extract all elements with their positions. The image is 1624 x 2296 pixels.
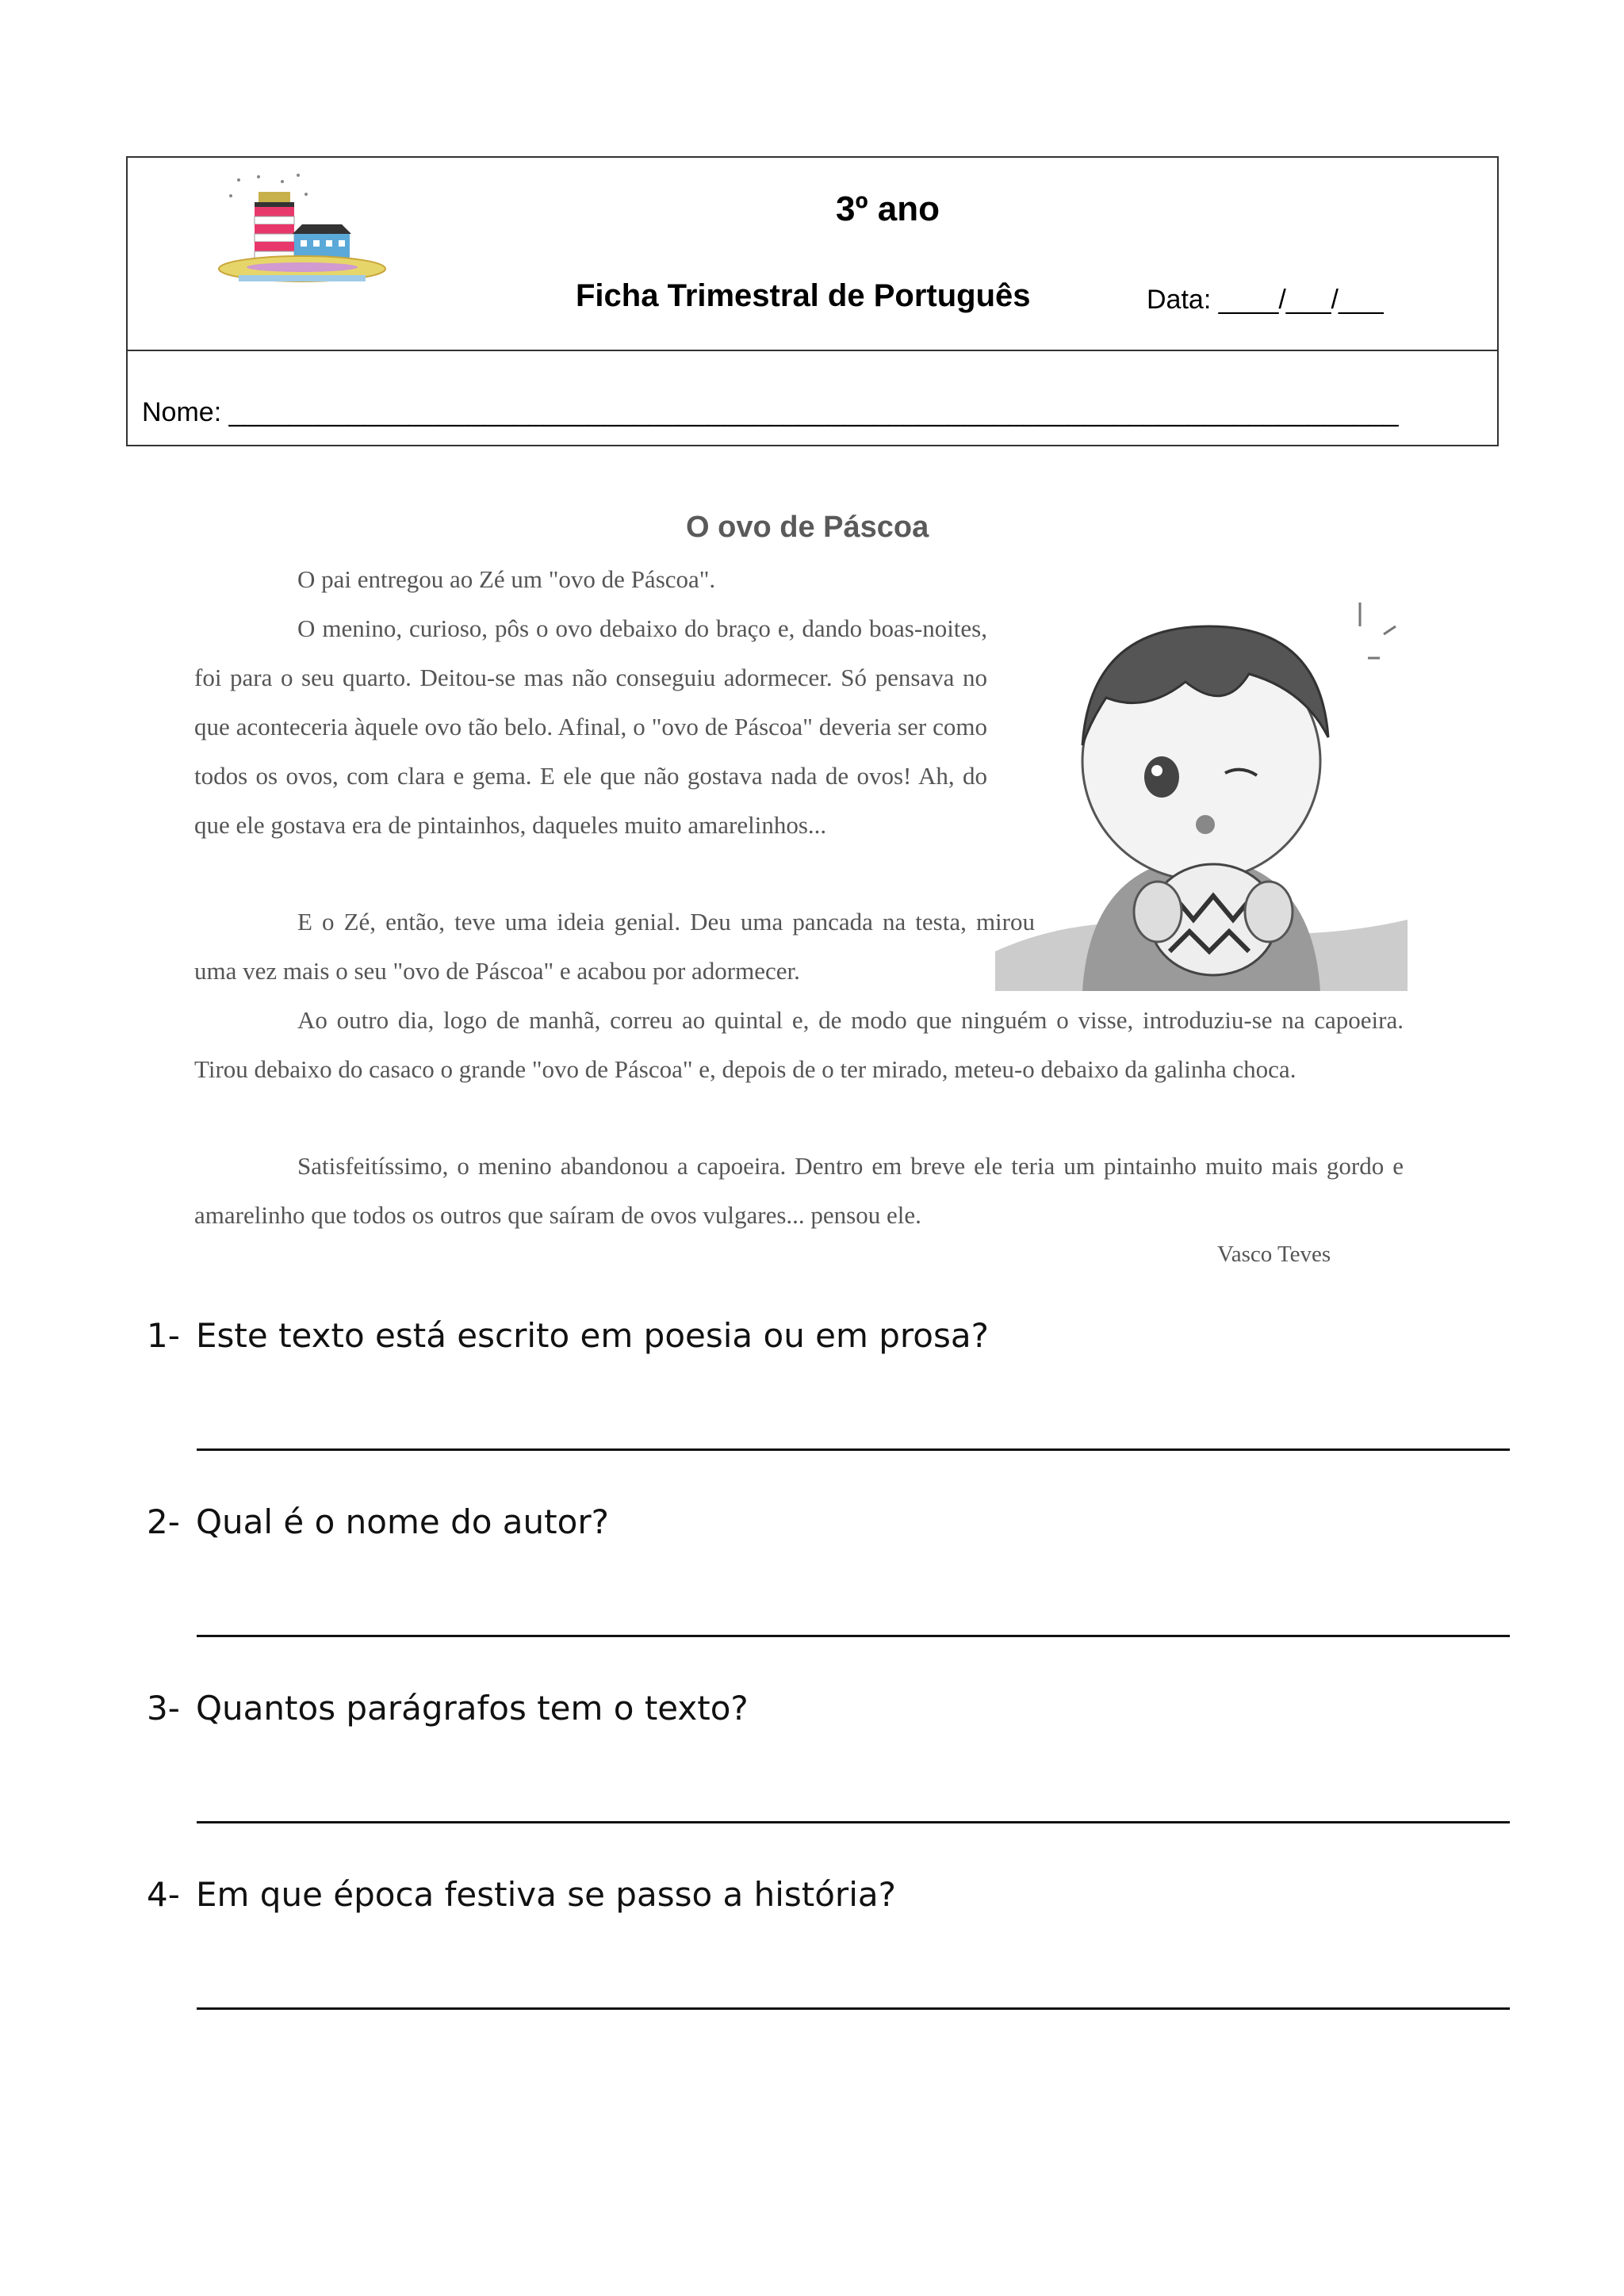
- question-number: 2-: [147, 1502, 180, 1541]
- answer-line-2[interactable]: [197, 1635, 1510, 1637]
- answer-line-1[interactable]: [197, 1448, 1510, 1451]
- story-title: O ovo de Páscoa: [686, 511, 929, 544]
- answer-line-3[interactable]: [197, 1821, 1510, 1823]
- story-paragraph-4: Ao outro dia, logo de manhã, correu ao quintal e, de modo que ninguém o visse, introduziu-se na capoeira. Tirou debaixo do casaco o grande "ovo de Páscoa" e, depois de o ter mirado, meteu-o debaixo da galinha choca.: [194, 1006, 1404, 1083]
- name-field: Nome: ______________________________________________________________________________: [142, 397, 1399, 427]
- story-paragraph-1: O pai entregou ao Zé um "ovo de Páscoa".: [297, 565, 716, 593]
- question-4: [147, 1875, 896, 1914]
- boy-holding-egg-illustration: [987, 579, 1415, 991]
- question-number: 1-: [147, 1316, 180, 1355]
- question-3: [147, 1689, 749, 1728]
- question-text: Qual é o nome do autor?: [196, 1502, 609, 1541]
- story-paragraph-2: O menino, curioso, pôs o ovo debaixo do braço e, dando boas-noites, foi para o seu quarto. Deitou-se mas não conseguiu adormecer. Só pensava no que aconteceria àquele ovo tão belo. Afinal, o "ovo de Páscoa" deveria ser como todos os ovos, com clara e gema. E ele que não gostava nada de ovos! Ah, do que ele gostava era de pintainhos, daqueles muito amarelinhos...: [194, 614, 987, 839]
- question-text: Este texto está escrito em poesia ou em prosa?: [196, 1316, 989, 1355]
- question-text: Em que época festiva se passo a história?: [196, 1875, 896, 1914]
- story-scan: [178, 499, 1447, 1276]
- sheet-title: Ficha Trimestral de Português: [576, 278, 1031, 313]
- question-1: [147, 1316, 989, 1355]
- question-number: 3-: [147, 1689, 180, 1728]
- story-author: Vasco Teves: [1217, 1242, 1331, 1267]
- question-2: [147, 1502, 609, 1541]
- story-paragraph-3: E o Zé, então, teve uma ideia genial. Deu uma pancada na testa, mirou uma vez mais o seu "ovo de Páscoa" e acabou por adormecer.: [194, 908, 1035, 985]
- question-number: 4-: [147, 1875, 180, 1914]
- question-text: Quantos parágrafos tem o texto?: [196, 1689, 749, 1728]
- date-field: Data: ____/___/___: [1147, 285, 1384, 315]
- header-box: [126, 156, 1499, 446]
- grade-title: 3º ano: [836, 189, 940, 228]
- story-paragraph-5: Satisfeitíssimo, o menino abandonou a capoeira. Dentro em breve ele teria um pintainho muito mais gordo e amarelinho que todos os outros que saíram de ovos vulgares... pensou ele.: [194, 1152, 1404, 1229]
- answer-line-4[interactable]: [197, 2007, 1510, 2010]
- header-top-row: [128, 158, 1497, 351]
